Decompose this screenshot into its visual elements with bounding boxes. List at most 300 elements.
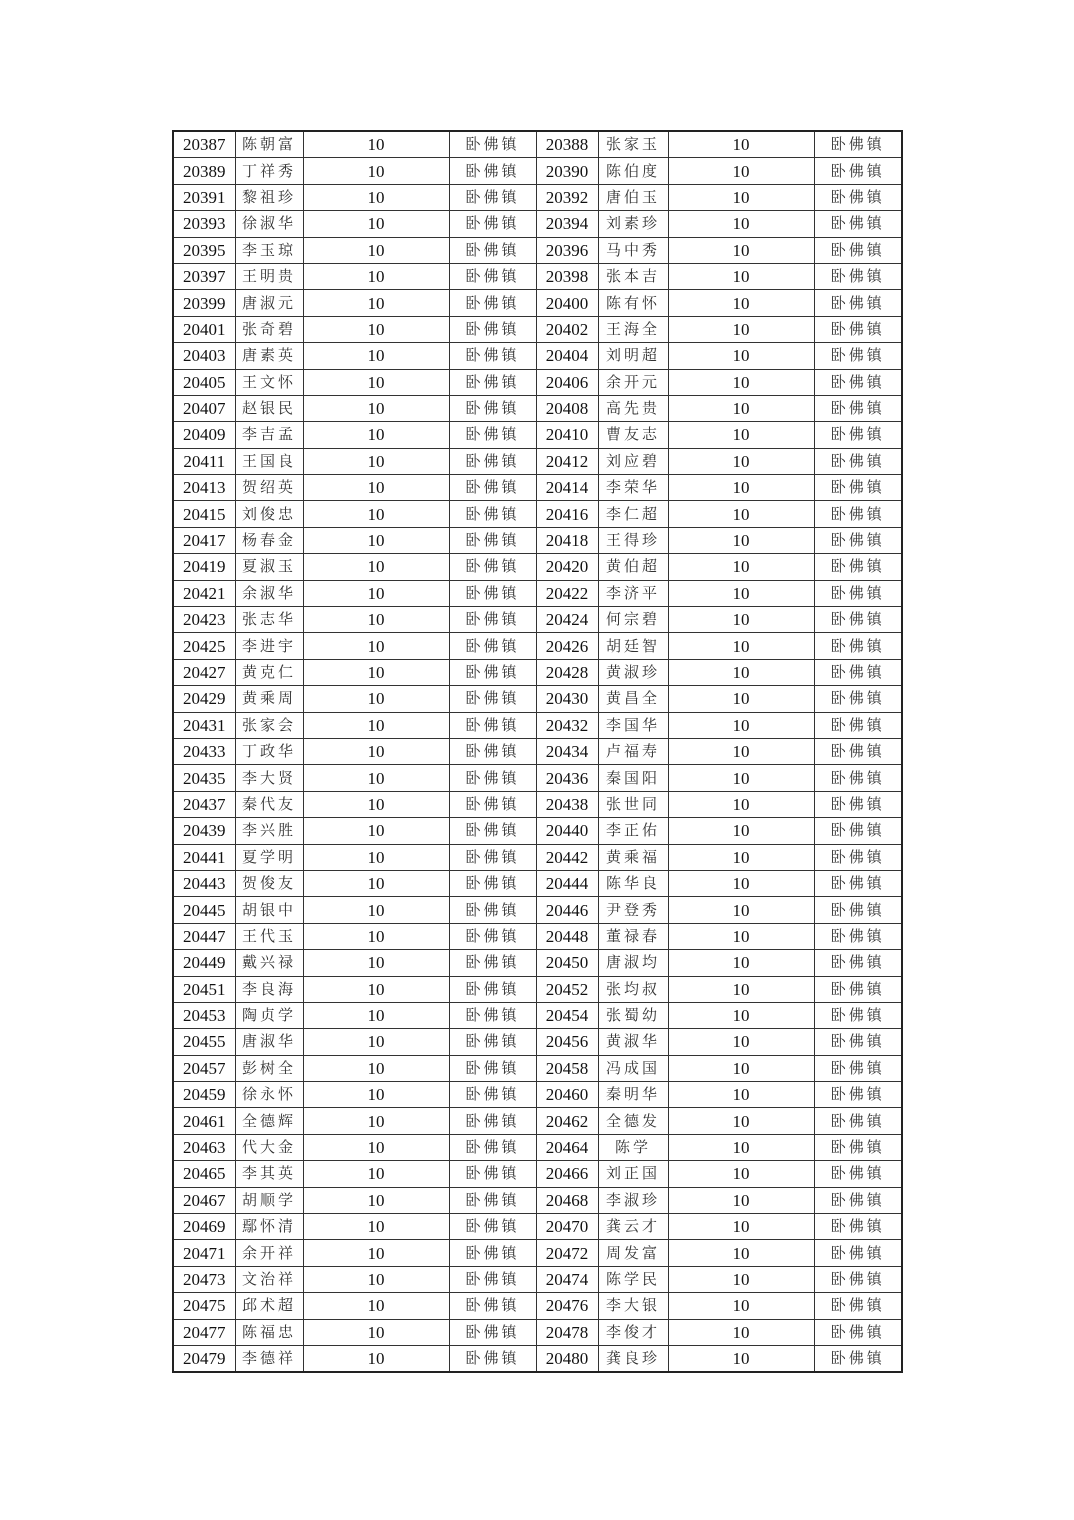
id-cell: 20439: [173, 818, 235, 844]
town-cell: 卧佛镇: [814, 237, 902, 263]
table-row: [173, 950, 902, 976]
id-cell: 20416: [536, 501, 598, 527]
name-cell: 文治祥: [235, 1266, 303, 1292]
town-cell: 卧佛镇: [814, 950, 902, 976]
town-cell: 卧佛镇: [449, 184, 536, 210]
amount-cell: 10: [668, 659, 814, 685]
name-cell: 唐淑均: [598, 950, 668, 976]
name-cell: 陈伯度: [598, 158, 668, 184]
id-cell: 20463: [173, 1134, 235, 1160]
amount-cell: 10: [303, 343, 449, 369]
id-cell: 20456: [536, 1029, 598, 1055]
table-row: [173, 1161, 902, 1187]
name-cell: 李良海: [235, 976, 303, 1002]
amount-cell: 10: [303, 1082, 449, 1108]
id-cell: 20480: [536, 1345, 598, 1372]
name-cell: 黄淑珍: [598, 659, 668, 685]
table-row: [173, 527, 902, 553]
amount-cell: 10: [668, 343, 814, 369]
name-cell: 唐素英: [235, 343, 303, 369]
id-cell: 20396: [536, 237, 598, 263]
name-cell: 刘应碧: [598, 448, 668, 474]
amount-cell: 10: [668, 369, 814, 395]
name-cell: 陈学: [598, 1134, 668, 1160]
name-cell: 黄乘周: [235, 686, 303, 712]
amount-cell: 10: [668, 765, 814, 791]
id-cell: 20437: [173, 791, 235, 817]
id-cell: 20391: [173, 184, 235, 210]
id-cell: 20435: [173, 765, 235, 791]
town-cell: 卧佛镇: [449, 923, 536, 949]
table-row: [173, 475, 902, 501]
id-cell: 20424: [536, 607, 598, 633]
id-cell: 20434: [536, 738, 598, 764]
town-cell: 卧佛镇: [814, 475, 902, 501]
amount-cell: 10: [303, 1187, 449, 1213]
name-cell: 张蜀幼: [598, 1002, 668, 1028]
name-cell: 余开元: [598, 369, 668, 395]
amount-cell: 10: [303, 1240, 449, 1266]
town-cell: 卧佛镇: [449, 791, 536, 817]
id-cell: 20415: [173, 501, 235, 527]
name-cell: 王代玉: [235, 923, 303, 949]
id-cell: 20406: [536, 369, 598, 395]
id-cell: 20444: [536, 870, 598, 896]
town-cell: 卧佛镇: [449, 818, 536, 844]
name-cell: 张均叔: [598, 976, 668, 1002]
name-cell: 胡廷智: [598, 633, 668, 659]
table-row: [173, 1319, 902, 1345]
town-cell: 卧佛镇: [814, 290, 902, 316]
name-cell: 贺俊友: [235, 870, 303, 896]
name-cell: 杨春金: [235, 527, 303, 553]
table-row: [173, 263, 902, 289]
id-cell: 20438: [536, 791, 598, 817]
id-cell: 20394: [536, 211, 598, 237]
name-cell: 陈有怀: [598, 290, 668, 316]
name-cell: 李进宇: [235, 633, 303, 659]
name-cell: 董禄春: [598, 923, 668, 949]
amount-cell: 10: [303, 211, 449, 237]
table-row: [173, 1240, 902, 1266]
name-cell: 秦代友: [235, 791, 303, 817]
id-cell: 20464: [536, 1134, 598, 1160]
name-cell: 黄淑华: [598, 1029, 668, 1055]
amount-cell: 10: [668, 1187, 814, 1213]
amount-cell: 10: [668, 237, 814, 263]
id-cell: 20451: [173, 976, 235, 1002]
town-cell: 卧佛镇: [449, 1214, 536, 1240]
amount-cell: 10: [303, 1293, 449, 1319]
table-row: [173, 316, 902, 342]
id-cell: 20461: [173, 1108, 235, 1134]
name-cell: 王得珍: [598, 527, 668, 553]
id-cell: 20432: [536, 712, 598, 738]
town-cell: 卧佛镇: [449, 1055, 536, 1081]
name-cell: 刘明超: [598, 343, 668, 369]
town-cell: 卧佛镇: [449, 686, 536, 712]
town-cell: 卧佛镇: [449, 131, 536, 158]
town-cell: 卧佛镇: [814, 1134, 902, 1160]
id-cell: 20401: [173, 316, 235, 342]
id-cell: 20442: [536, 844, 598, 870]
amount-cell: 10: [668, 184, 814, 210]
table-row: [173, 1345, 902, 1372]
table-row: [173, 369, 902, 395]
id-cell: 20455: [173, 1029, 235, 1055]
id-cell: 20387: [173, 131, 235, 158]
amount-cell: 10: [303, 818, 449, 844]
amount-cell: 10: [303, 395, 449, 421]
amount-cell: 10: [668, 818, 814, 844]
name-cell: 唐淑华: [235, 1029, 303, 1055]
id-cell: 20431: [173, 712, 235, 738]
town-cell: 卧佛镇: [814, 1214, 902, 1240]
amount-cell: 10: [668, 950, 814, 976]
amount-cell: 10: [303, 791, 449, 817]
town-cell: 卧佛镇: [449, 316, 536, 342]
id-cell: 20405: [173, 369, 235, 395]
name-cell: 李德祥: [235, 1345, 303, 1372]
amount-cell: 10: [668, 923, 814, 949]
name-cell: 唐伯玉: [598, 184, 668, 210]
id-cell: 20402: [536, 316, 598, 342]
town-cell: 卧佛镇: [449, 1082, 536, 1108]
table-row: [173, 607, 902, 633]
name-cell: 张本吉: [598, 263, 668, 289]
name-cell: 李正佑: [598, 818, 668, 844]
name-cell: 丁政华: [235, 738, 303, 764]
town-cell: 卧佛镇: [814, 1187, 902, 1213]
town-cell: 卧佛镇: [814, 1319, 902, 1345]
id-cell: 20459: [173, 1082, 235, 1108]
name-cell: 刘正国: [598, 1161, 668, 1187]
town-cell: 卧佛镇: [814, 211, 902, 237]
town-cell: 卧佛镇: [814, 923, 902, 949]
amount-cell: 10: [303, 897, 449, 923]
table-row: [173, 158, 902, 184]
name-cell: 黎祖珍: [235, 184, 303, 210]
town-cell: 卧佛镇: [814, 791, 902, 817]
table-row: [173, 659, 902, 685]
name-cell: 张家会: [235, 712, 303, 738]
id-cell: 20400: [536, 290, 598, 316]
name-cell: 李俊才: [598, 1319, 668, 1345]
id-cell: 20449: [173, 950, 235, 976]
town-cell: 卧佛镇: [814, 395, 902, 421]
amount-cell: 10: [668, 897, 814, 923]
id-cell: 20470: [536, 1214, 598, 1240]
town-cell: 卧佛镇: [449, 158, 536, 184]
name-cell: 徐永怀: [235, 1082, 303, 1108]
town-cell: 卧佛镇: [814, 527, 902, 553]
town-cell: 卧佛镇: [814, 897, 902, 923]
amount-cell: 10: [668, 712, 814, 738]
town-cell: 卧佛镇: [814, 422, 902, 448]
name-cell: 陈朝富: [235, 131, 303, 158]
town-cell: 卧佛镇: [449, 765, 536, 791]
name-cell: 鄢怀清: [235, 1214, 303, 1240]
amount-cell: 10: [668, 686, 814, 712]
amount-cell: 10: [303, 263, 449, 289]
town-cell: 卧佛镇: [449, 633, 536, 659]
name-cell: 李济平: [598, 580, 668, 606]
name-cell: 黄克仁: [235, 659, 303, 685]
table-row: [173, 1266, 902, 1292]
name-cell: 全德辉: [235, 1108, 303, 1134]
id-cell: 20417: [173, 527, 235, 553]
amount-cell: 10: [303, 527, 449, 553]
id-cell: 20395: [173, 237, 235, 263]
id-cell: 20466: [536, 1161, 598, 1187]
town-cell: 卧佛镇: [449, 1345, 536, 1372]
table-row: [173, 686, 902, 712]
table-row: [173, 1002, 902, 1028]
id-cell: 20477: [173, 1319, 235, 1345]
town-cell: 卧佛镇: [814, 633, 902, 659]
town-cell: 卧佛镇: [814, 712, 902, 738]
id-cell: 20443: [173, 870, 235, 896]
name-cell: 李兴胜: [235, 818, 303, 844]
table-row: [173, 870, 902, 896]
amount-cell: 10: [668, 1134, 814, 1160]
id-cell: 20473: [173, 1266, 235, 1292]
name-cell: 尹登秀: [598, 897, 668, 923]
table-body: [173, 131, 902, 1372]
id-cell: 20472: [536, 1240, 598, 1266]
town-cell: 卧佛镇: [449, 501, 536, 527]
amount-cell: 10: [303, 923, 449, 949]
town-cell: 卧佛镇: [814, 976, 902, 1002]
town-cell: 卧佛镇: [449, 870, 536, 896]
amount-cell: 10: [668, 1108, 814, 1134]
id-cell: 20393: [173, 211, 235, 237]
id-cell: 20458: [536, 1055, 598, 1081]
name-cell: 秦明华: [598, 1082, 668, 1108]
id-cell: 20469: [173, 1214, 235, 1240]
amount-cell: 10: [668, 738, 814, 764]
name-cell: 刘俊忠: [235, 501, 303, 527]
amount-cell: 10: [668, 448, 814, 474]
amount-cell: 10: [303, 1108, 449, 1134]
amount-cell: 10: [668, 1319, 814, 1345]
name-cell: 李国华: [598, 712, 668, 738]
name-cell: 马中秀: [598, 237, 668, 263]
town-cell: 卧佛镇: [449, 844, 536, 870]
id-cell: 20452: [536, 976, 598, 1002]
id-cell: 20454: [536, 1002, 598, 1028]
town-cell: 卧佛镇: [814, 158, 902, 184]
id-cell: 20421: [173, 580, 235, 606]
table-row: [173, 211, 902, 237]
id-cell: 20397: [173, 263, 235, 289]
id-cell: 20422: [536, 580, 598, 606]
town-cell: 卧佛镇: [814, 1108, 902, 1134]
town-cell: 卧佛镇: [449, 448, 536, 474]
town-cell: 卧佛镇: [449, 1293, 536, 1319]
name-cell: 夏淑玉: [235, 554, 303, 580]
town-cell: 卧佛镇: [449, 607, 536, 633]
table-row: [173, 897, 902, 923]
amount-cell: 10: [303, 501, 449, 527]
amount-cell: 10: [668, 1055, 814, 1081]
amount-cell: 10: [303, 712, 449, 738]
table-row: [173, 1055, 902, 1081]
town-cell: 卧佛镇: [449, 1319, 536, 1345]
town-cell: 卧佛镇: [814, 1161, 902, 1187]
table-row: [173, 712, 902, 738]
name-cell: 张家玉: [598, 131, 668, 158]
name-cell: 李玉琼: [235, 237, 303, 263]
town-cell: 卧佛镇: [814, 1293, 902, 1319]
amount-cell: 10: [303, 1029, 449, 1055]
amount-cell: 10: [303, 131, 449, 158]
town-cell: 卧佛镇: [814, 844, 902, 870]
name-cell: 周发富: [598, 1240, 668, 1266]
amount-cell: 10: [668, 607, 814, 633]
amount-cell: 10: [668, 554, 814, 580]
id-cell: 20428: [536, 659, 598, 685]
amount-cell: 10: [303, 290, 449, 316]
amount-cell: 10: [303, 1266, 449, 1292]
town-cell: 卧佛镇: [814, 501, 902, 527]
table-row: [173, 501, 902, 527]
id-cell: 20410: [536, 422, 598, 448]
amount-cell: 10: [303, 659, 449, 685]
town-cell: 卧佛镇: [449, 369, 536, 395]
town-cell: 卧佛镇: [814, 343, 902, 369]
amount-cell: 10: [303, 870, 449, 896]
amount-cell: 10: [668, 1002, 814, 1028]
town-cell: 卧佛镇: [449, 1187, 536, 1213]
table-row: [173, 765, 902, 791]
amount-cell: 10: [668, 422, 814, 448]
name-cell: 龚云才: [598, 1214, 668, 1240]
town-cell: 卧佛镇: [449, 211, 536, 237]
town-cell: 卧佛镇: [449, 263, 536, 289]
id-cell: 20450: [536, 950, 598, 976]
table-row: [173, 844, 902, 870]
id-cell: 20413: [173, 475, 235, 501]
amount-cell: 10: [668, 316, 814, 342]
table-row: [173, 976, 902, 1002]
town-cell: 卧佛镇: [449, 475, 536, 501]
id-cell: 20446: [536, 897, 598, 923]
name-cell: 高先贵: [598, 395, 668, 421]
town-cell: 卧佛镇: [814, 1002, 902, 1028]
id-cell: 20420: [536, 554, 598, 580]
id-cell: 20408: [536, 395, 598, 421]
amount-cell: 10: [303, 1055, 449, 1081]
table-row: [173, 395, 902, 421]
town-cell: 卧佛镇: [449, 1266, 536, 1292]
amount-cell: 10: [668, 1293, 814, 1319]
name-cell: 李大贤: [235, 765, 303, 791]
town-cell: 卧佛镇: [814, 818, 902, 844]
id-cell: 20403: [173, 343, 235, 369]
table-row: [173, 422, 902, 448]
id-cell: 20467: [173, 1187, 235, 1213]
town-cell: 卧佛镇: [449, 976, 536, 1002]
id-cell: 20426: [536, 633, 598, 659]
town-cell: 卧佛镇: [814, 1082, 902, 1108]
table-row: [173, 1029, 902, 1055]
id-cell: 20436: [536, 765, 598, 791]
id-cell: 20427: [173, 659, 235, 685]
town-cell: 卧佛镇: [814, 580, 902, 606]
amount-cell: 10: [668, 290, 814, 316]
id-cell: 20392: [536, 184, 598, 210]
name-cell: 黄乘福: [598, 844, 668, 870]
town-cell: 卧佛镇: [814, 870, 902, 896]
id-cell: 20441: [173, 844, 235, 870]
amount-cell: 10: [668, 501, 814, 527]
name-cell: 张世同: [598, 791, 668, 817]
town-cell: 卧佛镇: [449, 237, 536, 263]
name-cell: 代大金: [235, 1134, 303, 1160]
id-cell: 20398: [536, 263, 598, 289]
id-cell: 20478: [536, 1319, 598, 1345]
table-row: [173, 923, 902, 949]
name-cell: 唐淑元: [235, 290, 303, 316]
amount-cell: 10: [303, 633, 449, 659]
amount-cell: 10: [303, 976, 449, 1002]
town-cell: 卧佛镇: [814, 1345, 902, 1372]
amount-cell: 10: [668, 395, 814, 421]
town-cell: 卧佛镇: [449, 580, 536, 606]
name-cell: 黄伯超: [598, 554, 668, 580]
amount-cell: 10: [303, 1319, 449, 1345]
table-row: [173, 554, 902, 580]
town-cell: 卧佛镇: [814, 686, 902, 712]
town-cell: 卧佛镇: [814, 448, 902, 474]
town-cell: 卧佛镇: [449, 290, 536, 316]
town-cell: 卧佛镇: [814, 554, 902, 580]
town-cell: 卧佛镇: [449, 1134, 536, 1160]
table-row: [173, 1082, 902, 1108]
roster-table: [172, 130, 903, 1373]
table-row: [173, 580, 902, 606]
name-cell: 赵银民: [235, 395, 303, 421]
id-cell: 20399: [173, 290, 235, 316]
table-row: [173, 131, 902, 158]
id-cell: 20388: [536, 131, 598, 158]
amount-cell: 10: [668, 527, 814, 553]
amount-cell: 10: [303, 422, 449, 448]
town-cell: 卧佛镇: [814, 131, 902, 158]
name-cell: 陈华良: [598, 870, 668, 896]
id-cell: 20419: [173, 554, 235, 580]
id-cell: 20479: [173, 1345, 235, 1372]
town-cell: 卧佛镇: [449, 1108, 536, 1134]
id-cell: 20407: [173, 395, 235, 421]
town-cell: 卧佛镇: [449, 1002, 536, 1028]
amount-cell: 10: [303, 607, 449, 633]
id-cell: 20389: [173, 158, 235, 184]
id-cell: 20390: [536, 158, 598, 184]
id-cell: 20475: [173, 1293, 235, 1319]
amount-cell: 10: [303, 184, 449, 210]
town-cell: 卧佛镇: [449, 554, 536, 580]
name-cell: 丁祥秀: [235, 158, 303, 184]
town-cell: 卧佛镇: [814, 659, 902, 685]
name-cell: 胡银中: [235, 897, 303, 923]
id-cell: 20453: [173, 1002, 235, 1028]
id-cell: 20468: [536, 1187, 598, 1213]
amount-cell: 10: [303, 475, 449, 501]
town-cell: 卧佛镇: [814, 1240, 902, 1266]
amount-cell: 10: [303, 369, 449, 395]
